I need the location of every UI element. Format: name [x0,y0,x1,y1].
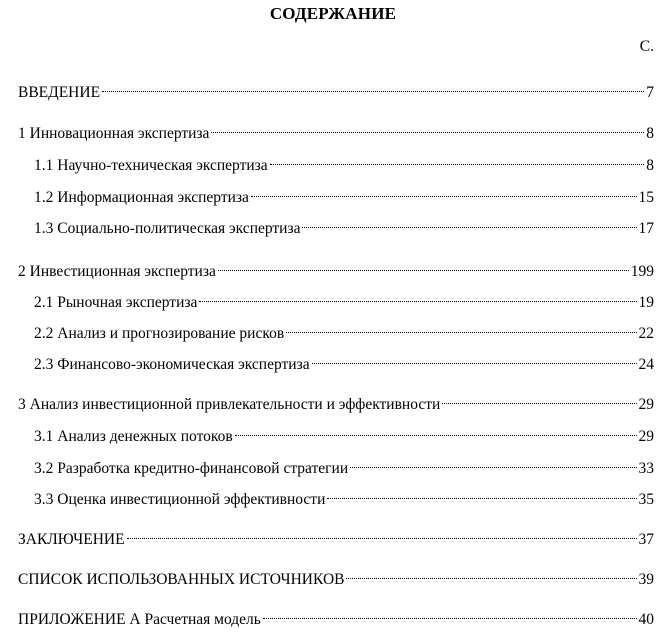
toc-entry-label: 2.2 Анализ и прогнозирование рисков [34,325,285,342]
toc-entry-section-1-2[interactable] [34,182,654,208]
toc-entry-page: 8 [646,157,654,174]
toc-entry-label: 2.3 Финансово-экономическая экспертиза [34,356,310,373]
toc-entry-page: 19 [638,294,654,311]
toc-entry-label: ЗАКЛЮЧЕНИЕ [18,531,125,548]
page-title: СОДЕРЖАНИЕ [269,4,397,23]
toc-entry-chapter-2[interactable] [18,256,654,282]
toc-entry-section-1-3[interactable] [34,213,654,239]
toc-entry-chapter-3[interactable] [18,389,654,415]
toc-entry-section-2-3[interactable] [34,349,654,375]
toc-entry-label: 1.2 Информационная экспертиза [34,189,249,206]
toc-entry-label: 1.1 Научно-техническая экспертиза [34,157,268,174]
toc-entry-section-3-1[interactable] [34,421,654,447]
dot-leader [218,256,629,276]
toc-entry-label: ПРИЛОЖЕНИЕ А Расчетная модель [18,611,261,628]
dot-leader [346,564,636,584]
dot-leader [350,453,636,473]
dot-leader [251,182,637,202]
toc-entry-page: 37 [638,531,654,548]
dot-leader [302,213,636,233]
toc-entry-page: 40 [638,611,654,628]
toc-entry-label: 2 Инвестиционная экспертиза [18,263,216,280]
dot-leader [263,604,637,624]
toc-entry-page: 22 [638,325,654,342]
dot-leader [312,349,637,369]
toc-entry-page: 199 [630,263,654,280]
page-column-header: С. [639,38,654,55]
dot-leader [102,77,644,97]
toc-entry-label: 2.1 Рыночная экспертиза [34,294,198,311]
dot-leader [127,524,637,544]
toc-entry-introduction[interactable] [18,77,654,103]
toc-entry-page: 33 [638,460,654,477]
toc-entry-section-2-2[interactable] [34,318,654,344]
toc-entry-section-3-2[interactable] [34,453,654,479]
toc-entry-label: 3.3 Оценка инвестиционной эффективности [34,491,326,508]
toc-entry-label: 3.2 Разработка кредитно-финансовой стратегии [34,460,349,477]
toc-entry-page: 15 [638,189,654,206]
dot-leader [286,318,636,338]
toc-entry-references[interactable] [18,564,654,590]
toc-entry-conclusion[interactable] [18,524,654,550]
dot-leader [199,287,636,307]
toc-entry-label: ВВЕДЕНИЕ [18,84,101,101]
toc-entry-section-2-1[interactable] [34,287,654,313]
toc-entry-page: 29 [638,396,654,413]
dot-leader [235,421,637,441]
toc-entry-page: 17 [638,220,654,237]
toc-entry-page: 29 [638,428,654,445]
toc-entry-page: 24 [638,356,654,373]
toc-entry-label: 1.3 Социально-политическая экспертиза [34,220,301,237]
toc-entry-section-1-1[interactable] [34,150,654,176]
toc-entry-section-3-3[interactable] [34,484,654,510]
toc-entry-label: 3 Анализ инвестиционной привлекательности и эффективности [18,396,441,413]
dot-leader [327,484,636,504]
toc-entry-page: 39 [638,571,654,588]
dot-leader [442,389,636,409]
dot-leader [211,118,644,138]
toc-entry-page: 7 [646,84,654,101]
toc-entry-label: СПИСОК ИСПОЛЬЗОВАННЫХ ИСТОЧНИКОВ [18,571,345,588]
toc-entry-label: 3.1 Анализ денежных потоков [34,428,233,445]
dot-leader [270,150,645,170]
toc-entry-page: 8 [646,125,654,142]
toc-entry-chapter-1[interactable] [18,118,654,144]
toc-entry-label: 1 Инновационная экспертиза [18,125,210,142]
toc-entry-appendix-a[interactable] [18,604,654,630]
toc-entry-page: 35 [638,491,654,508]
